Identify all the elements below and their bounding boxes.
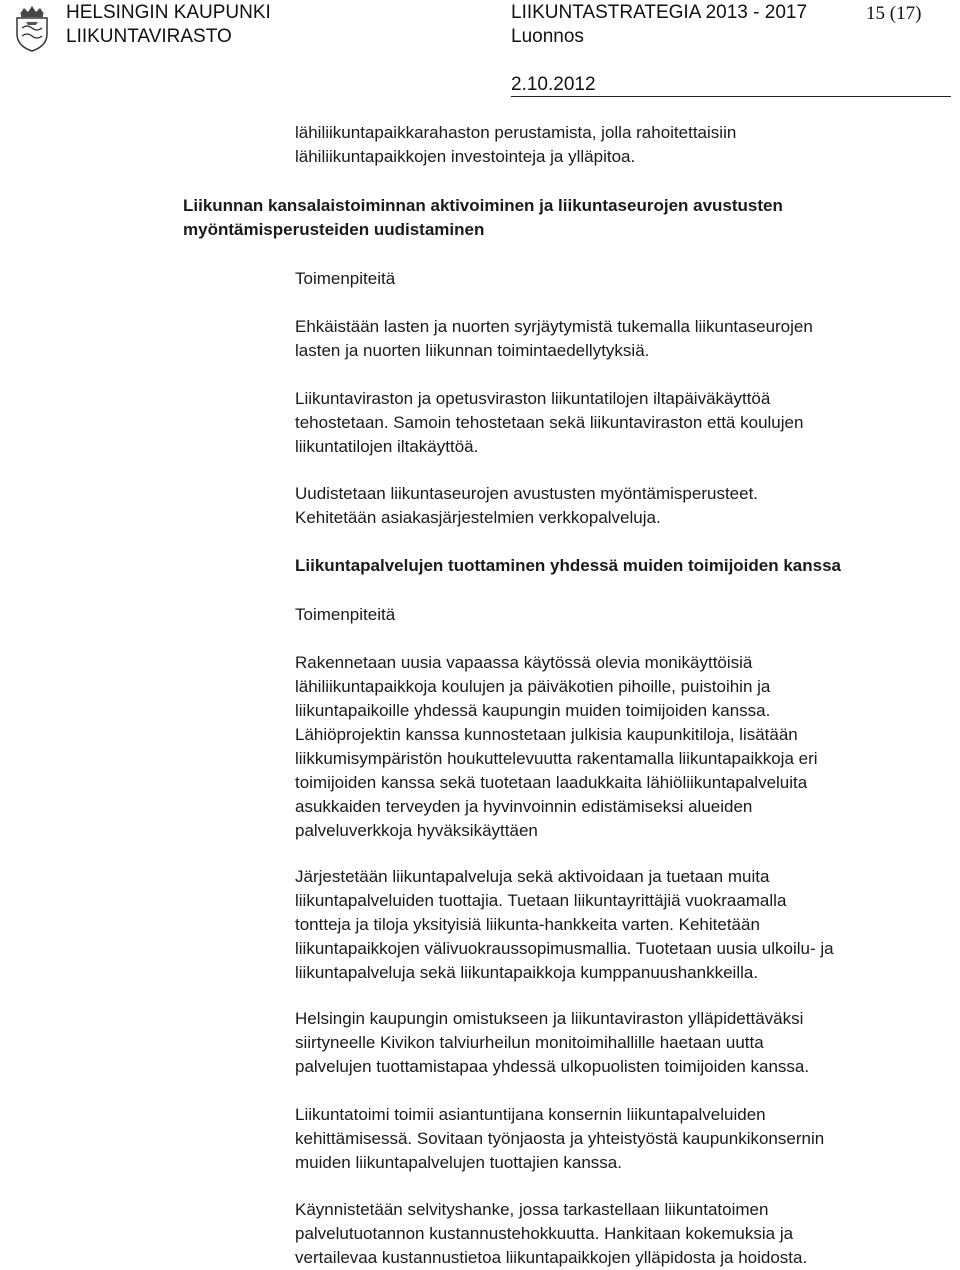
section-2-paragraph — [295, 1007, 960, 1079]
text-line: asukkaiden terveyden ja hyvinvoinnin edistämiseksi alueiden — [295, 797, 753, 816]
text-line: Uudistetaan liikuntaseurojen avustusten myöntämisperusteet. — [295, 484, 759, 503]
heading-line: Liikunnan kansalaistoiminnan aktivoiminen ja liikuntaseurojen avustusten — [183, 196, 783, 215]
section-1-paragraph — [295, 482, 960, 530]
text-line: palvelutuotannon kustannustehokkuutta. Hankitaan kokemuksia ja — [295, 1224, 794, 1243]
section-2-paragraph — [295, 865, 960, 985]
section-2-subheading: Toimenpiteitä — [295, 605, 396, 624]
text-line: lähiliikuntapaikkarahaston perustamista, jolla rahoitettaisiin — [295, 123, 737, 142]
text-line: liikuntapalveluja sekä liikuntapaikkoja kumppanuushankkeilla. — [295, 963, 759, 982]
text-line: Rakennetaan uusia vapaassa käytössä olevia monikäyttöisiä — [295, 653, 753, 672]
text-line: palvelujen tuottamistapaa yhdessä ulkopuolisten toimijoiden kanssa. — [295, 1057, 810, 1076]
text-line: muiden liikuntapalvelujen tuottajien kanssa. — [295, 1153, 622, 1172]
text-line: Liikuntatoimi toimii asiantuntijana konsernin liikuntapalveluiden — [295, 1105, 766, 1124]
text-line: siirtyneelle Kivikon talviurheilun monitoimihallille haetaan uutta — [295, 1033, 764, 1052]
text-line: liikkumisympäristön houkuttelevuutta rakentamalla liikuntapaikkoja eri — [295, 749, 818, 768]
text-line: tontteja ja tiloja yksityisiä liikunta-hankkeita varten. Kehitetään — [295, 915, 760, 934]
header-department: LIIKUNTAVIRASTO — [66, 26, 232, 47]
text-line: palveluverkkoja hyväksikäyttäen — [295, 821, 538, 840]
intro-paragraph — [295, 121, 960, 169]
section-2-paragraph — [295, 1103, 960, 1175]
text-line: lasten ja nuorten liikunnan toimintaedellytyksiä. — [295, 341, 650, 360]
section-1-paragraph — [295, 315, 960, 363]
header-page-number: 15 (17) — [866, 3, 922, 24]
text-line: Lähiöprojektin kanssa kunnostetaan julkisia kaupunkitiloja, lisätään — [295, 725, 798, 744]
text-line: lähiliikuntapaikkojen investointeja ja ylläpitoa. — [295, 147, 636, 166]
heading-line: myöntämisperusteiden uudistaminen — [183, 220, 485, 239]
text-line: Liikuntaviraston ja opetusviraston liikuntatilojen iltapäiväkäyttöä — [295, 389, 771, 408]
header-date: 2.10.2012 — [511, 74, 596, 95]
section-2-paragraph — [295, 651, 960, 843]
section-heading-1 — [183, 194, 783, 242]
section-2-paragraph — [295, 1198, 960, 1270]
text-line: lähiliikuntapaikkoja koulujen ja päiväkotien pihoille, puistoihin ja — [295, 677, 771, 696]
text-line: tehostetaan. Samoin tehostetaan sekä liikuntaviraston että koulujen — [295, 413, 804, 432]
section-1-paragraph — [295, 387, 960, 459]
header-organization: HELSINGIN KAUPUNKI — [66, 2, 271, 23]
text-line: liikuntapalveluiden tuottajia. Tuetaan liikuntayrittäjiä vuokraamalla — [295, 891, 787, 910]
section-heading-2: Liikuntapalvelujen tuottaminen yhdessä muiden toimijoiden kanssa — [295, 556, 842, 575]
text-line: kehittämisessä. Sovitaan työnjaosta ja yhteistyöstä kaupunkikonsernin — [295, 1129, 825, 1148]
text-line: vertailevaa kustannustietoa liikuntapaikkojen ylläpidosta ja hoidosta. — [295, 1248, 808, 1267]
text-line: Järjestetään liikuntapalveluja sekä aktivoidaan ja tuetaan muita — [295, 867, 770, 886]
text-line: Ehkäistään lasten ja nuorten syrjäytymistä tukemalla liikuntaseurojen — [295, 317, 813, 336]
text-line: Käynnistetään selvityshanke, jossa tarkastellaan liikuntatoimen — [295, 1200, 769, 1219]
text-line: liikuntatilojen iltakäyttöä. — [295, 437, 479, 456]
text-line: toimijoiden kanssa sekä tuotetaan laadukkaita lähiöliikuntapalveluita — [295, 773, 808, 792]
text-line: liikuntapaikkojen välivuokraussopimusmallia. Tuotetaan uusia ulkoilu- ja — [295, 939, 834, 958]
helsinki-coat-of-arms-icon — [14, 4, 50, 52]
header-divider — [511, 96, 951, 97]
text-line: Helsingin kaupungin omistukseen ja liikuntaviraston ylläpidettäväksi — [295, 1009, 804, 1028]
text-line: liikuntapaikoille yhdessä kaupungin muiden toimijoiden kanssa. — [295, 701, 771, 720]
header-document-title: LIIKUNTASTRATEGIA 2013 - 2017 — [511, 2, 808, 23]
header-document-status: Luonnos — [511, 26, 584, 47]
text-line: Kehitetään asiakasjärjestelmien verkkopalveluja. — [295, 508, 661, 527]
section-1-subheading: Toimenpiteitä — [295, 269, 396, 288]
